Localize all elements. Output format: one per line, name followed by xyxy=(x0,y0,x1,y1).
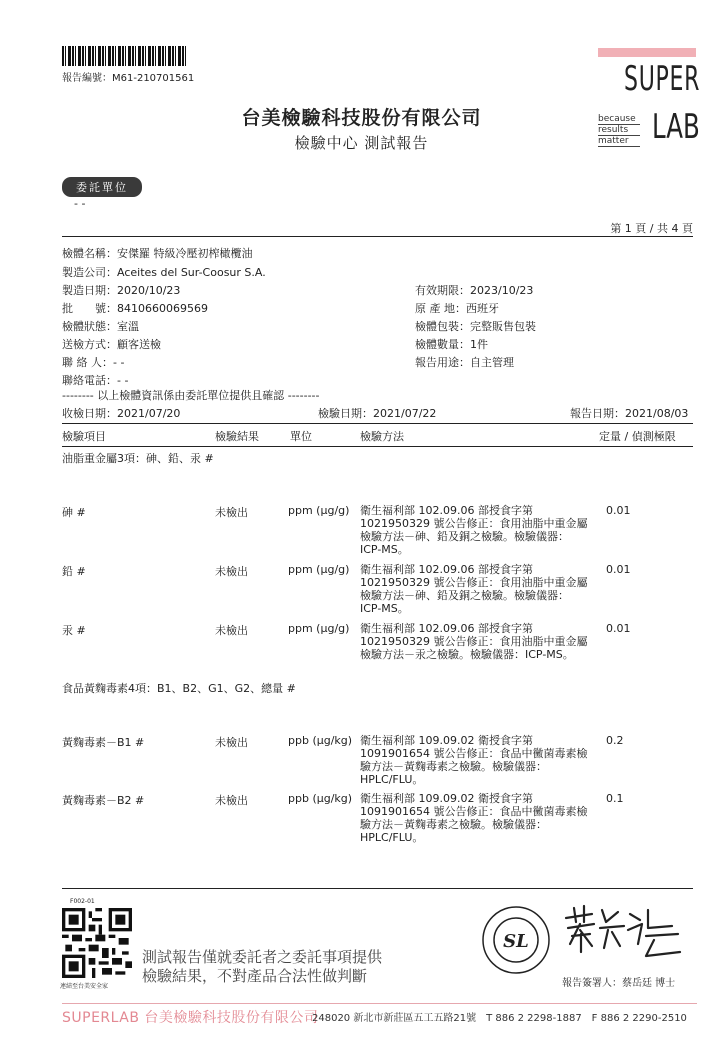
contact-person: 聯 絡 人：- - xyxy=(62,356,125,369)
qr-caption: 連結至台美安全家 xyxy=(60,983,109,990)
divider xyxy=(62,236,693,237)
company-seal-icon xyxy=(481,905,551,975)
table-top-line xyxy=(62,423,693,424)
manufacture-date: 製造日期：2020/10/23 xyxy=(62,284,181,297)
method-line: 衛生福利部 102.09.06 部授食字第 xyxy=(360,563,533,576)
table-row-item: 黃麴毒素－B2 # xyxy=(62,794,145,807)
footer-brand: SUPERLAB 台美檢驗科技股份有限公司 xyxy=(62,1010,319,1026)
method-line: 驗方法－黃麴毒素之檢驗。檢驗儀器： xyxy=(360,818,547,831)
table-row-unit: ppb (μg/kg) xyxy=(288,792,353,805)
footer-divider xyxy=(62,888,693,889)
table-row-loq: 0.01 xyxy=(606,504,631,517)
qr-code-icon[interactable] xyxy=(62,908,132,978)
table-row-loq: 0.1 xyxy=(606,792,624,805)
table-row-result: 未檢出 xyxy=(215,624,248,637)
method-line: ICP-MS。 xyxy=(360,543,409,556)
method-line: ICP-MS。 xyxy=(360,602,409,615)
barcode xyxy=(62,46,188,66)
method-line: HPLC/FLU。 xyxy=(360,773,424,786)
col-header-result: 檢驗結果 xyxy=(215,430,259,443)
superlab-logo xyxy=(598,48,701,158)
method-line: 驗方法－黃麴毒素之檢驗。檢驗儀器： xyxy=(360,760,547,773)
table-row-unit: ppm (μg/g) xyxy=(288,622,350,635)
method-line: 衛生福利部 102.09.06 部授食字第 xyxy=(360,622,533,635)
expiry-date: 有效期限：2023/10/23 xyxy=(415,284,534,297)
table-row-item: 汞 # xyxy=(62,624,86,637)
method-line: 衛生福利部 102.09.06 部授食字第 xyxy=(360,504,533,517)
method-line: 1091901654 號公告修正：食品中黴菌毒素檢 xyxy=(360,747,588,760)
contact-phone: 聯絡電話：- - xyxy=(62,374,129,387)
confirm-line: -------- 以上檢體資訊係由委託單位提供且確認 -------- xyxy=(62,389,320,402)
table-row-unit: ppm (μg/g) xyxy=(288,504,350,517)
col-header-item: 檢驗項目 xyxy=(62,430,106,443)
table-header-line xyxy=(62,446,693,447)
method-line: 1021950329 號公告修正：食用油脂中重金屬 xyxy=(360,517,588,530)
form-code: F002-01 xyxy=(70,898,95,905)
logo-bar xyxy=(598,48,696,57)
quantity: 檢體數量：1件 xyxy=(415,338,488,351)
report-subtitle: 檢驗中心 測試報告 xyxy=(294,134,429,152)
method-line: 檢驗方法－汞之檢驗。檢驗儀器：ICP-MS。 xyxy=(360,648,574,661)
logo-lab: LAB xyxy=(652,107,700,147)
manufacturer: 製造公司：Aceites del Sur-Coosur S.A. xyxy=(62,266,266,279)
group-heavy-metals: 油脂重金屬3項：砷、鉛、汞 # xyxy=(62,452,214,465)
report-date: 報告日期：2021/08/03 xyxy=(570,407,689,420)
logo-tagline xyxy=(598,114,640,147)
origin: 原 產 地：西班牙 xyxy=(415,302,499,315)
table-row-loq: 0.01 xyxy=(606,622,631,635)
method-line: 檢驗方法－砷、鉛及銅之檢驗。檢驗儀器： xyxy=(360,589,569,602)
disclaimer xyxy=(142,948,382,986)
client-value: - - xyxy=(74,197,86,210)
table-row-method xyxy=(360,734,600,786)
table-row-result: 未檢出 xyxy=(215,565,248,578)
received-date: 收檢日期：2021/07/20 xyxy=(62,407,181,420)
method-line: 衛生福利部 109.09.02 衛授食字第 xyxy=(360,734,533,747)
col-header-loq: 定量 / 偵測極限 xyxy=(599,430,676,443)
sample-name: 檢體名稱：安傑羅 特級冷壓初榨橄欖油 xyxy=(62,247,253,260)
sample-state: 檢體狀態：室溫 xyxy=(62,320,139,333)
method-line: HPLC/FLU。 xyxy=(360,831,424,844)
table-row-method xyxy=(360,792,600,844)
logo-matter: matter xyxy=(598,136,640,147)
disclaimer-line: 測試報告僅就委託者之委託事項提供 xyxy=(142,948,383,966)
logo-super: SUPER xyxy=(624,59,701,99)
disclaimer-line: 檢驗結果，不對產品合法性做判斷 xyxy=(142,967,368,985)
method-line: 衛生福利部 109.09.02 衛授食字第 xyxy=(360,792,533,805)
footer-address: 248020 新北市新莊區五工五路21號 T 886 2 2298-1887 F 886 2 2290-2510 xyxy=(312,1013,687,1024)
delivery-method: 送檢方式：顧客送檢 xyxy=(62,338,161,351)
table-row-result: 未檢出 xyxy=(215,736,248,749)
method-line: 1091901654 號公告修正：食品中黴菌毒素檢 xyxy=(360,805,588,818)
method-line: 1021950329 號公告修正：食用油脂中重金屬 xyxy=(360,635,588,648)
col-header-method: 檢驗方法 xyxy=(360,430,404,443)
table-row-method xyxy=(360,563,600,615)
table-row-item: 砷 # xyxy=(62,506,86,519)
batch-number: 批 號：8410660069569 xyxy=(62,302,208,315)
table-row-loq: 0.01 xyxy=(606,563,631,576)
table-row-method xyxy=(360,622,600,661)
group-aflatoxins: 食品黃麴毒素4項：B1、B2、G1、G2、總量 # xyxy=(62,682,296,695)
packaging: 檢體包裝：完整販售包裝 xyxy=(415,320,536,333)
table-row-unit: ppm (μg/g) xyxy=(288,563,350,576)
seal-text: SL xyxy=(503,931,529,952)
table-row-result: 未檢出 xyxy=(215,506,248,519)
footer-rule xyxy=(62,1003,697,1004)
table-row-item: 黃麴毒素－B1 # xyxy=(62,736,145,749)
table-row-result: 未檢出 xyxy=(215,794,248,807)
report-number: 報告編號：M61-210701561 xyxy=(62,73,195,84)
logo-because: because xyxy=(598,114,640,125)
method-line: 1021950329 號公告修正：食用油脂中重金屬 xyxy=(360,576,588,589)
logo-results: results xyxy=(598,125,640,136)
method-line: 檢驗方法－砷、鉛及銅之檢驗。檢驗儀器： xyxy=(360,530,569,543)
page-number: 第 1 頁 / 共 4 頁 xyxy=(610,222,693,235)
col-header-unit: 單位 xyxy=(290,430,312,443)
table-row-item: 鉛 # xyxy=(62,565,86,578)
company-name: 台美檢驗科技股份有限公司 xyxy=(241,107,482,129)
signature-image xyxy=(562,900,682,962)
client-tag: 委託單位 xyxy=(62,177,142,197)
table-row-unit: ppb (μg/kg) xyxy=(288,734,353,747)
table-row-method xyxy=(360,504,600,556)
report-purpose: 報告用途：自主管理 xyxy=(415,356,514,369)
test-date: 檢驗日期：2021/07/22 xyxy=(318,407,437,420)
signer: 報告簽署人：蔡岳廷 博士 xyxy=(562,978,676,989)
table-row-loq: 0.2 xyxy=(606,734,624,747)
